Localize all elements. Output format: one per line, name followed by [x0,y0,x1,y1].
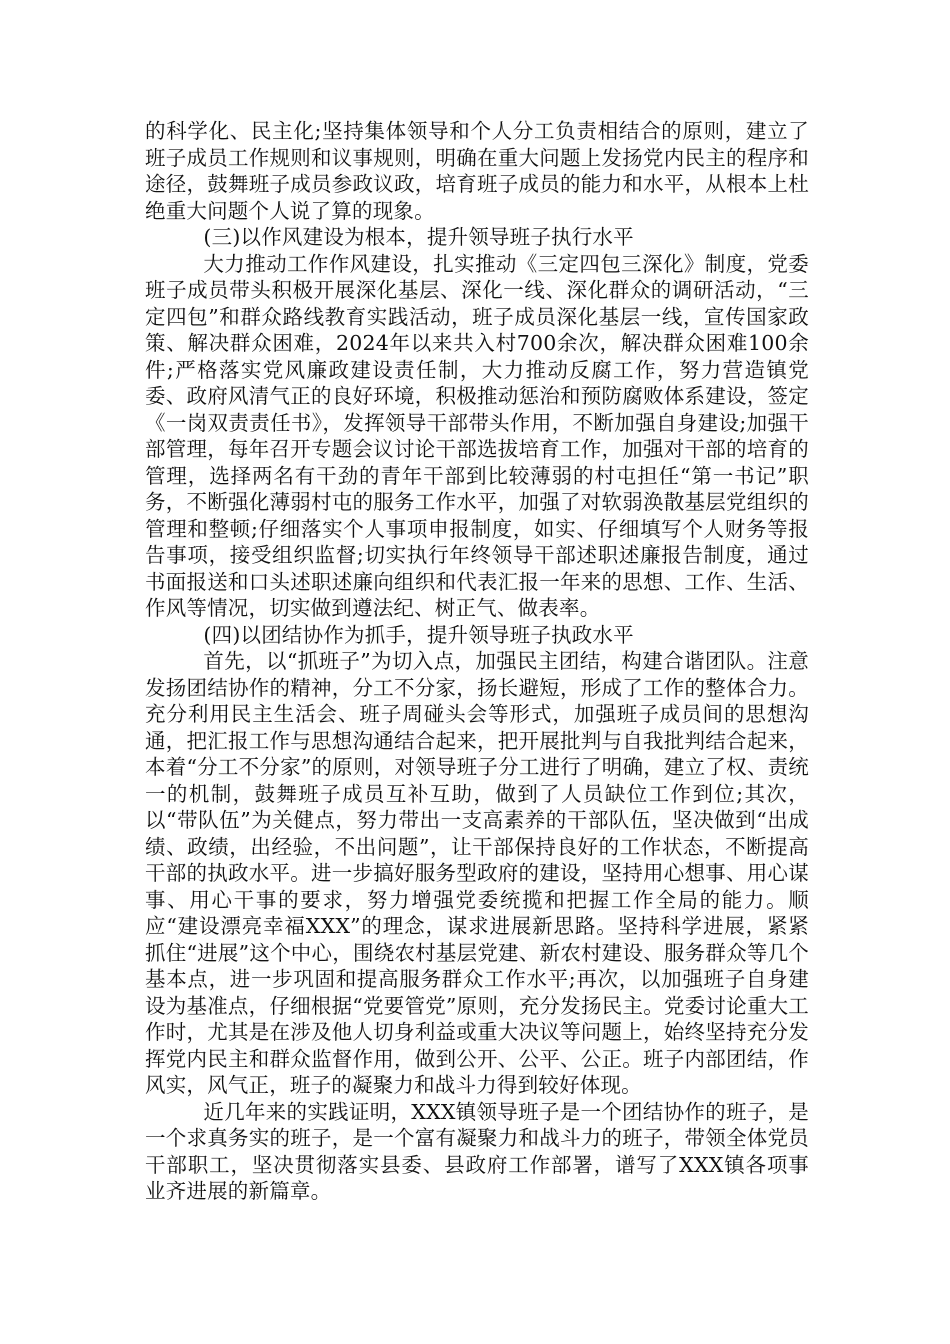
paragraph-work-style: 大力推动工作作风建设，扎实推动《三定四包三深化》制度，党委班子成员带头积极开展深化基层、深化一线、深化群众的调研活动，“三定四包”和群众路线教育实践活动，班子成员深化基层一线，宣传国家政策、解决群众困难，2024年以来共入村700余次，解决群众困难100余件;严格落实党风廉政建设责任制，大力推动反腐工作，努力营造镇党委、政府风清气正的良好环境，积极推动惩治和预防腐败体系建设，签定《一岗双责责任书》，发挥领导干部带头作用，不断加强自身建设;加强干部管理，每年召开专题会议讨论干部选拔培育工作，加强对干部的培育的管理，选择两名有干劲的青年干部到比较薄弱的村屯担任“第一书记”职务，不断强化薄弱村屯的服务工作水平，加强了对软弱涣散基层党组织的管理和整顿;仔细落实个人事项申报制度，如实、仔细填写个人财务等报告事项，接受组织监督;切实执行年终领导干部述职述廉报告制度，通过书面报送和口头述职述廉向组织和代表汇报一年来的思想、工作、生活、作风等情况，切实做到遵法纪、树正气、做表率。 [145,251,809,620]
section-heading-3: (三)以作风建设为根本，提升领导班子执行水平 [203,225,634,249]
section-heading-4: (四)以团结协作为抓手，提升领导班子执政水平 [203,622,634,647]
paragraph-intro-continuation: 的科学化、民主化;坚持集体领导和个人分工负责相结合的原则，建立了班子成员工作规则和议事规则，明确在重大问题上发扬党内民主的程序和途径，鼓舞班子成员参政议政，培育班子成员的能力和水平，从根本上杜绝重大问题个人说了算的现象。 [145,119,809,223]
document-page [145,118,809,1205]
paragraph-unity-cooperation: 首先，以“抓班子”为切入点，加强民主团结，构建合谐团队。注意发扬团结协作的精神，分工不分家，扬长避短，形成了工作的整体合力。充分利用民主生活会、班子周碰头会等形式，加强班子成员间的思想沟通，把汇报工作与思想沟通结合起来，把开展批判与自我批判结合起来，本着“分工不分家”的原则，对领导班子分工进行了明确，建立了权、责统一的机制，鼓舞班子成员互补互助，做到了人员缺位工作到位;其次，以“带队伍”为关健点，努力带出一支高素养的干部队伍，坚决做到“出成绩、政绩，出经验，不出问题”，让干部保持良好的工作状态，不断提高干部的执政水平。进一步搞好服务型政府的建设，坚持用心想事、用心谋事、用心干事的要求，努力增强党委统揽和把握工作全局的能力。顺应“建设漂亮幸福XXX”的理念，谋求进展新思路。坚持科学进展，紧紧抓住“进展”这个中心，围绕农村基层党建、新农村建设、服务群众等几个基本点，进一步巩固和提高服务群众工作水平;再次，以加强班子自身建设为基准点，仔细根据“党要管党”原则，充分发扬民主。党委讨论重大工作时，尤其是在涉及他人切身利益或重大决议等问题上，始终坚持充分发挥党内民主和群众监督作用，做到公开、公平、公正。班子内部团结，作风实，风气正，班子的凝聚力和战斗力得到较好体现。 [145,649,809,1097]
paragraph-conclusion: 近几年来的实践证明，XXX镇领导班子是一个团结协作的班子，是一个求真务实的班子，是一个富有凝聚力和战斗力的班子，带领全体党员干部职工，坚决贯彻落实县委、县政府工作部署，谱写了XXX镇各项事业齐进展的新篇章。 [145,1099,809,1203]
